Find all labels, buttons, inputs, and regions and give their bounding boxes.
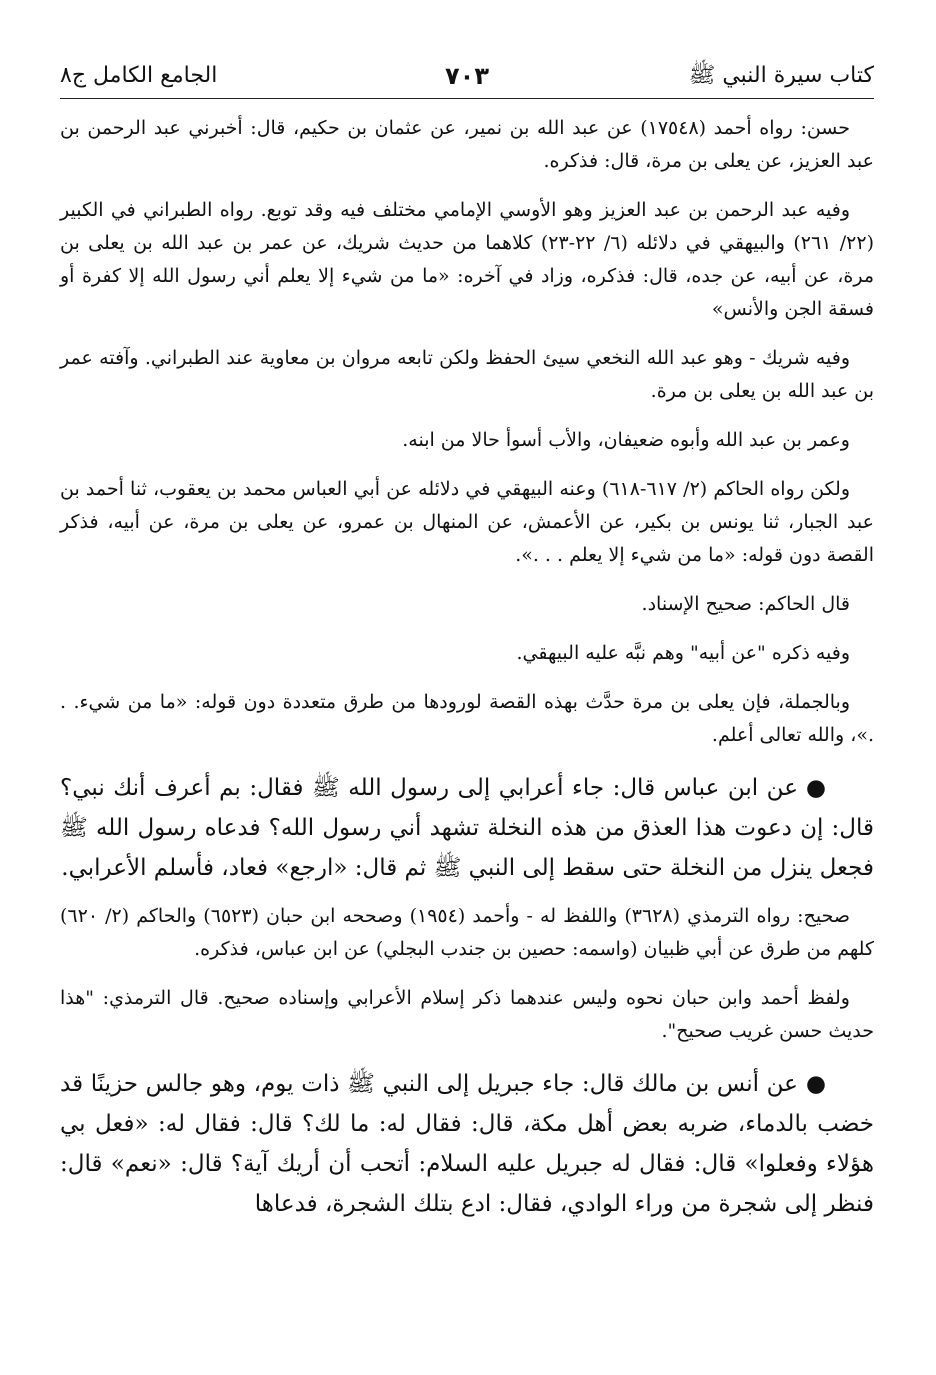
commentary-paragraph: وفيه ذكره "عن أبيه" وهم نبَّه عليه البيهقي. — [516, 642, 850, 664]
commentary-paragraph: ولكن رواه الحاكم (٢/ ٦١٧-٦١٨) وعنه البيهقي في دلائله عن أبي العباس محمد بن يعقوب، ثنا أحمد بن عبد الجبار، ثنا يونس بن بكير، عن الأعمش، عن المنهال بن عمرو، عن يعلى بن مرة، عن أبيه، فذكر القصة دون قوله: «ما من شيء إلا يعلم . . .». — [60, 478, 874, 566]
hadith-paragraph — [60, 768, 874, 888]
commentary-paragraph: قال الحاكم: صحيح الإسناد. — [641, 593, 850, 615]
commentary-paragraph: وبالجملة، فإن يعلى بن مرة حدَّث بهذه القصة لورودها من طرق متعددة دون قوله: «ما من شيء. . .»، والله تعالى أعلم. — [60, 691, 874, 746]
commentary-paragraph: ولفظ أحمد وابن حبان نحوه وليس عندهما ذكر إسلام الأعرابي وإسناده صحيح. قال الترمذي: "هذا حديث حسن غريب صحيح". — [60, 987, 874, 1042]
bullet-marker: ● — [805, 775, 826, 801]
commentary-paragraph: وفيه شريك - وهو عبد الله النخعي سيئ الحفظ ولكن تابعه مروان بن معاوية عند الطبراني. وآفته عمر بن عبد الله بن يعلى بن مرة. — [60, 347, 874, 402]
bullet-marker: ● — [805, 1071, 826, 1097]
hadith-text: عن ابن عباس قال: جاء أعرابي إلى رسول الله ﷺ فقال: بم أعرف أنك نبي؟ قال: إن دعوت هذا العذق من هذه النخلة تشهد أني رسول الله؟ فدعاه رسول الله ﷺ فجعل ينزل من النخلة حتى سقط إلى النبي ﷺ ثم قال: «ارجع» فعاد، فأسلم الأعرابي. — [60, 775, 874, 881]
hadith-text: عن أنس بن مالك قال: جاء جبريل إلى النبي ﷺ ذات يوم، وهو جالس حزينًا قد خضب بالدماء، ضربه بعض أهل مكة، قال: فقال له: ما لك؟ قال: فقال له: «فعل بي هؤلاء وفعلوا» قال: فقال له جبريل عليه السلام: أتحب أن أريك آية؟ قال: «نعم» قال: فنظر إلى شجرة من وراء الوادي، فقال: ادع بتلك الشجرة، فدعاها — [60, 1071, 874, 1217]
header-rule — [60, 98, 874, 99]
book-title: كتاب سيرة النبي ﷺ — [688, 63, 874, 88]
page-number: ٧٠٣ — [445, 62, 489, 90]
commentary-paragraph: وعمر بن عبد الله وأبوه ضعيفان، والأب أسوأ حالا من ابنه. — [402, 429, 850, 451]
volume-title: الجامع الكامل ج٨ — [60, 63, 218, 88]
commentary-paragraph: صحيح: رواه الترمذي (٣٦٢٨) واللفظ له - وأحمد (١٩٥٤) وصححه ابن حبان (٦٥٢٣) والحاكم (٢/ ٦٢٠) كلهم من طرق عن أبي ظبيان (واسمه: حصين بن جندب البجلي) عن ابن عباس، فذكره. — [60, 905, 874, 960]
commentary-paragraph: وفيه عبد الرحمن بن عبد العزيز وهو الأوسي الإمامي مختلف فيه وقد توبع. رواه الطبراني في الكبير (٢٢/ ٢٦١) والبيهقي في دلائله (٦/ ٢٢-٢٣) كلاهما من حديث شريك، عن عمر بن عبد الله بن يعلى بن مرة، عن أبيه، عن جده، قال: فذكره، وزاد في آخره: «ما من شيء إلا يعلم أني رسول الله إلا كفرة أو فسقة الجن والأنس» — [60, 199, 874, 320]
hadith-paragraph — [60, 1064, 874, 1224]
running-header — [60, 58, 874, 98]
commentary-paragraph: حسن: رواه أحمد (١٧٥٤٨) عن عبد الله بن نمير، عن عثمان بن حكيم، قال: أخبرني عبد الرحمن بن عبد العزيز، عن يعلى بن مرة، قال: فذكره. — [60, 117, 874, 172]
page-body — [60, 112, 874, 1236]
